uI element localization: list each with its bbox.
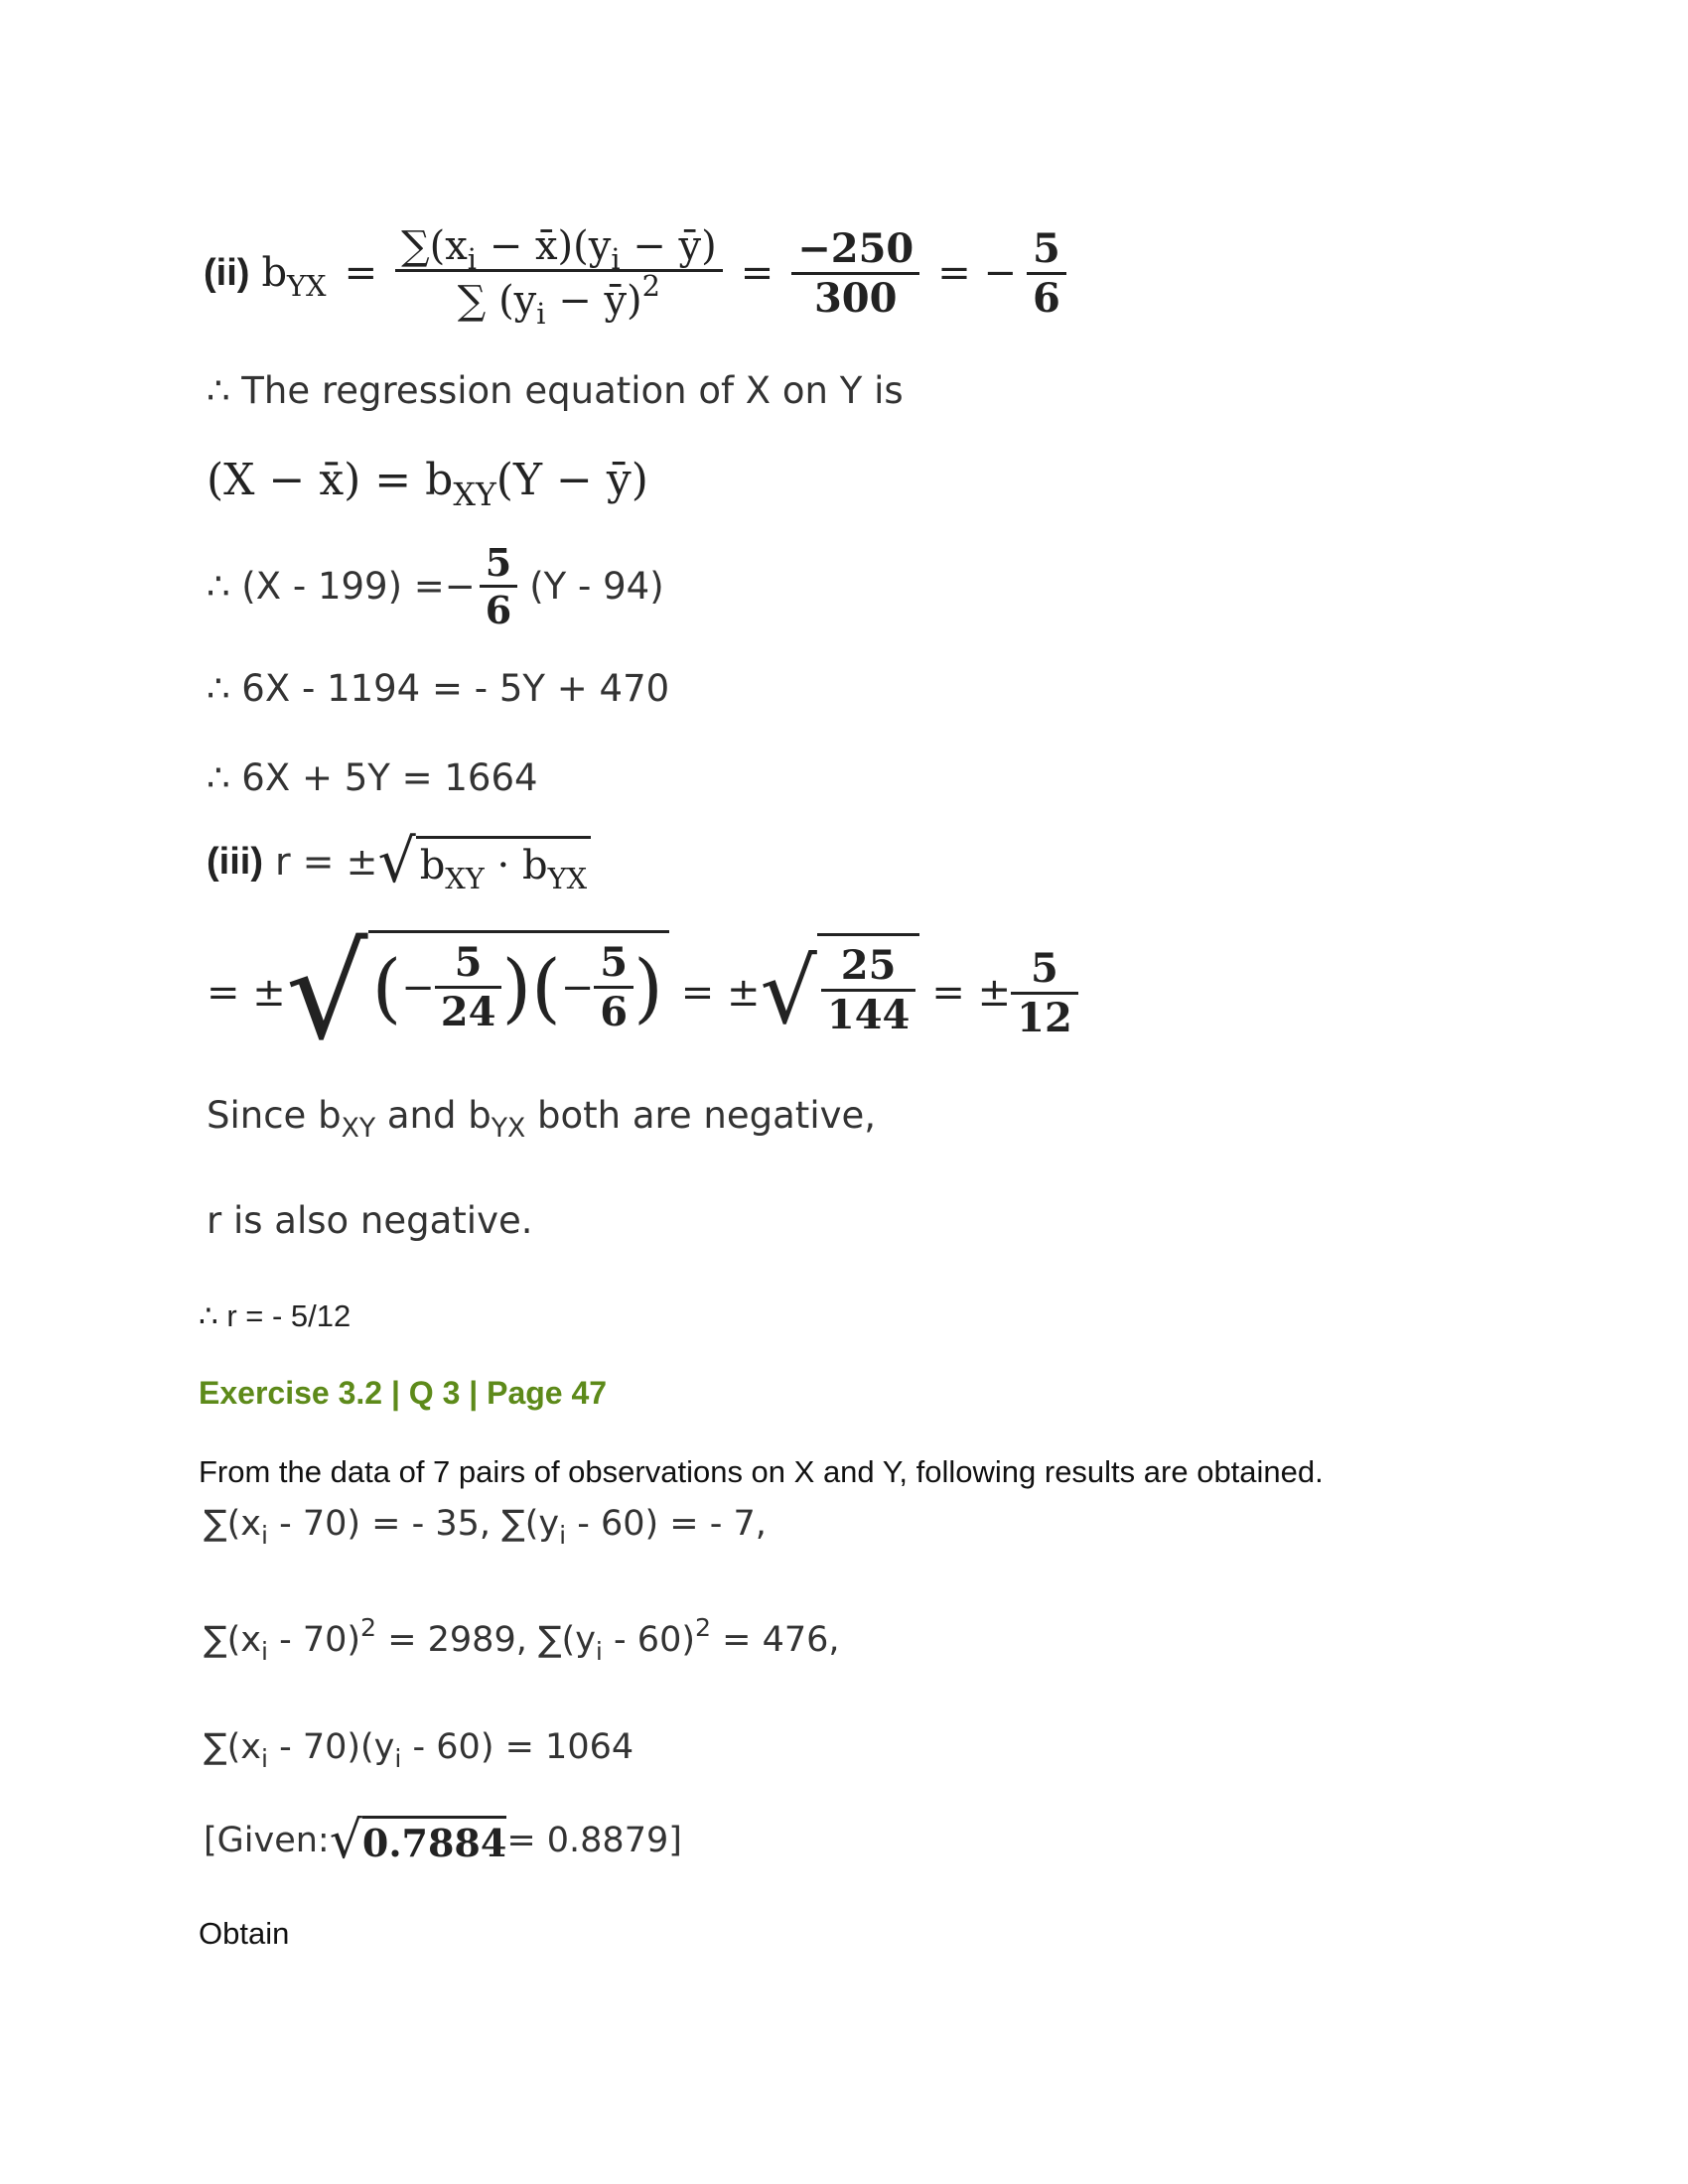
byx-result-fraction: $\frac{5}{6}$: [1027, 225, 1066, 322]
substituted-equation: ∴ (X - 199) =− $\frac{5}{6}$ (Y - 94): [207, 539, 664, 632]
byx-numerator: ∑(x: [401, 222, 468, 269]
sqrt-icon-large: √: [285, 917, 368, 1068]
obtain-text: Obtain: [199, 1916, 290, 1951]
regression-formula: (X − x̄) = $b_{XY}(Y$ − ȳ): [207, 455, 648, 514]
sign-reasoning: Since $b_{XY}$ and $b_{YX}$ both are negative,: [207, 1094, 877, 1145]
part-label-ii: (ii): [204, 251, 250, 294]
final-answer: ∴ r = - 5/12: [199, 1298, 352, 1333]
given-sums-2: $\sum(x_i - 70)^2 = 2989$, $\sum(y_i - 60)^2 = 476$,: [204, 1612, 840, 1666]
byx-denominator: ∑ (y: [457, 277, 537, 324]
given-sums-1: $\sum(x_i - 70)$ = - 35, $\sum(y_i - 60)$ = - 7,: [204, 1504, 767, 1550]
sqrt-icon: √: [377, 827, 416, 896]
byx-value-fraction: $\frac{-250}{300}$: [791, 225, 919, 322]
correlation-formula: (iii) r = ± √ $b_{XY} \cdot b_{YX}$: [207, 832, 591, 891]
given-sums-3: $\sum(x_i - 70)(y_i - 60) = 1064$: [204, 1727, 634, 1773]
byx-symbol: b: [261, 250, 288, 296]
question-intro: From the data of 7 pairs of observations on X and Y, following results are obtained.: [199, 1454, 1324, 1489]
sqrt-icon-small: √: [329, 1811, 362, 1870]
correlation-computation: = ± √ ( − $\frac{5}{24}$ ) ( − $\frac{5}{6}$ ) = ± √ $\frac{25}{144}$ = ± $\frac{5}{12}$: [207, 918, 1078, 1067]
given-sqrt-value: [Given: √ 0.7884 = 0.8879]: [204, 1811, 682, 1870]
expanded-equation: ∴ 6X - 1194 = - 5Y + 470: [207, 667, 670, 710]
regression-statement: ∴ The regression equation of X on Y is: [207, 369, 904, 412]
sign-conclusion: r is also negative.: [207, 1199, 533, 1242]
equals-sign: =: [344, 250, 378, 296]
part-label-iii: (iii): [207, 840, 263, 883]
byx-subscript: YX: [287, 269, 327, 304]
regression-coefficient-byx: (ii) $b_{YX}$ = $\frac{\sum(x_i - x̄)(y_i - ȳ)}{\sum (y_i - ȳ)^2}$ = $\frac{-250}{300}$ = − $\frac{5}{6}$: [204, 199, 1066, 347]
byx-fraction: $\frac{\sum(x_i - x̄)(y_i - ȳ)}{\sum (y_i - ȳ)^2}$: [395, 223, 723, 324]
exercise-heading: Exercise 3.2 | Q 3 | Page 47: [199, 1375, 608, 1411]
sqrt-icon-medium: √: [760, 940, 817, 1044]
final-regression-equation: ∴ 6X + 5Y = 1664: [207, 756, 538, 799]
